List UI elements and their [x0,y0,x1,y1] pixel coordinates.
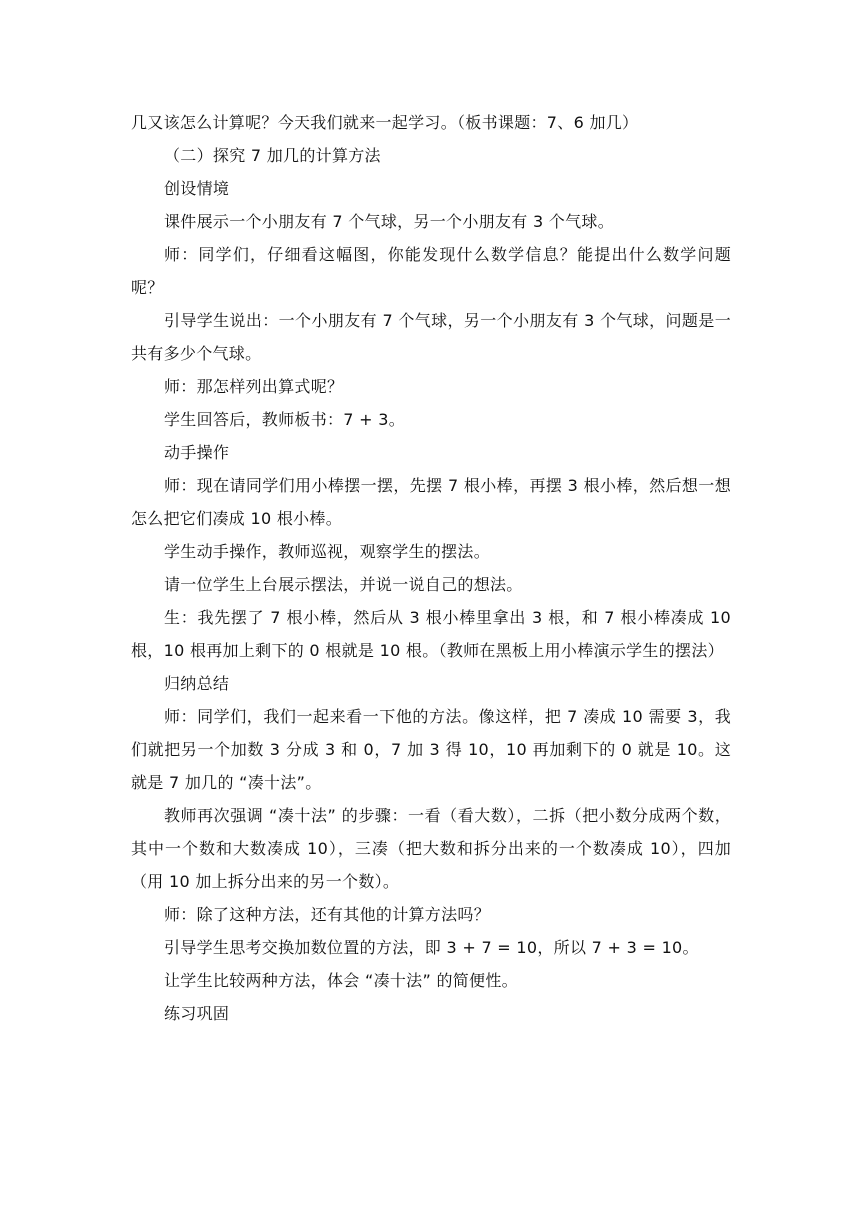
document-body [131,106,731,1030]
paragraph-compare-methods: 让学生比较两种方法，体会 “凑十法” 的简便性。 [164,971,518,990]
paragraph-sticks-task: 师：现在请同学们用小棒摆一摆，先摆 7 根小棒，再摆 3 根小棒，然后想一想怎么把它们凑成 10 根小棒。 [131,476,731,528]
paragraph-swap-addends: 引导学生思考交换加数位置的方法，即 3 + 7 = 10，所以 7 + 3 = 10。 [164,938,699,957]
paragraph-method-steps: 教师再次强调 “凑十法” 的步骤：一看（看大数），二拆（把小数分成两个数，其中一个数和大数凑成 10），三凑（把大数和拆分出来的一个数凑成 10），四加（用 10 加上拆分出来的另一个数）。 [131,806,731,891]
subheading-scenario: 创设情境 [164,179,230,198]
paragraph-teacher-formula: 师：那怎样列出算式呢？ [164,377,344,396]
subheading-summary: 归纳总结 [164,674,230,693]
paragraph-students-operate: 学生动手操作，教师巡视，观察学生的摆法。 [164,542,491,561]
paragraph-make-ten-method: 师：同学们，我们一起来看一下他的方法。像这样，把 7 凑成 10 需要 3，我们就把另一个加数 3 分成 3 和 0，7 加 3 得 10，10 再加剩下的 0 就是 10。这就是 7 加几的 “凑十法”。 [131,707,731,792]
section-heading-explore: （二）探究 7 加几的计算方法 [164,146,381,165]
subheading-hands-on: 动手操作 [164,443,230,462]
paragraph-student-demo: 请一位学生上台展示摆法，并说一说自己的想法。 [164,575,523,594]
paragraph-other-methods: 师：除了这种方法，还有其他的计算方法吗？ [164,905,491,924]
subheading-practice: 练习巩固 [164,1004,230,1023]
paragraph-intro-continuation: 几又该怎么计算呢？今天我们就来一起学习。（板书课题：7、6 加几） [131,113,639,132]
paragraph-guide-students: 引导学生说出：一个小朋友有 7 个气球，另一个小朋友有 3 个气球，问题是一共有多少个气球。 [131,311,731,363]
paragraph-student-answer: 生：我先摆了 7 根小棒，然后从 3 根小棒里拿出 3 根，和 7 根小棒凑成 10 根，10 根再加上剩下的 0 根就是 10 根。（教师在黑板上用小棒演示学生的摆法） [131,608,731,660]
paragraph-board-writing: 学生回答后，教师板书：7 + 3。 [164,410,406,429]
paragraph-teacher-question: 师：同学们，仔细看这幅图，你能发现什么数学信息？能提出什么数学问题呢？ [131,245,731,297]
paragraph-courseware: 课件展示一个小朋友有 7 个气球，另一个小朋友有 3 个气球。 [164,212,615,231]
